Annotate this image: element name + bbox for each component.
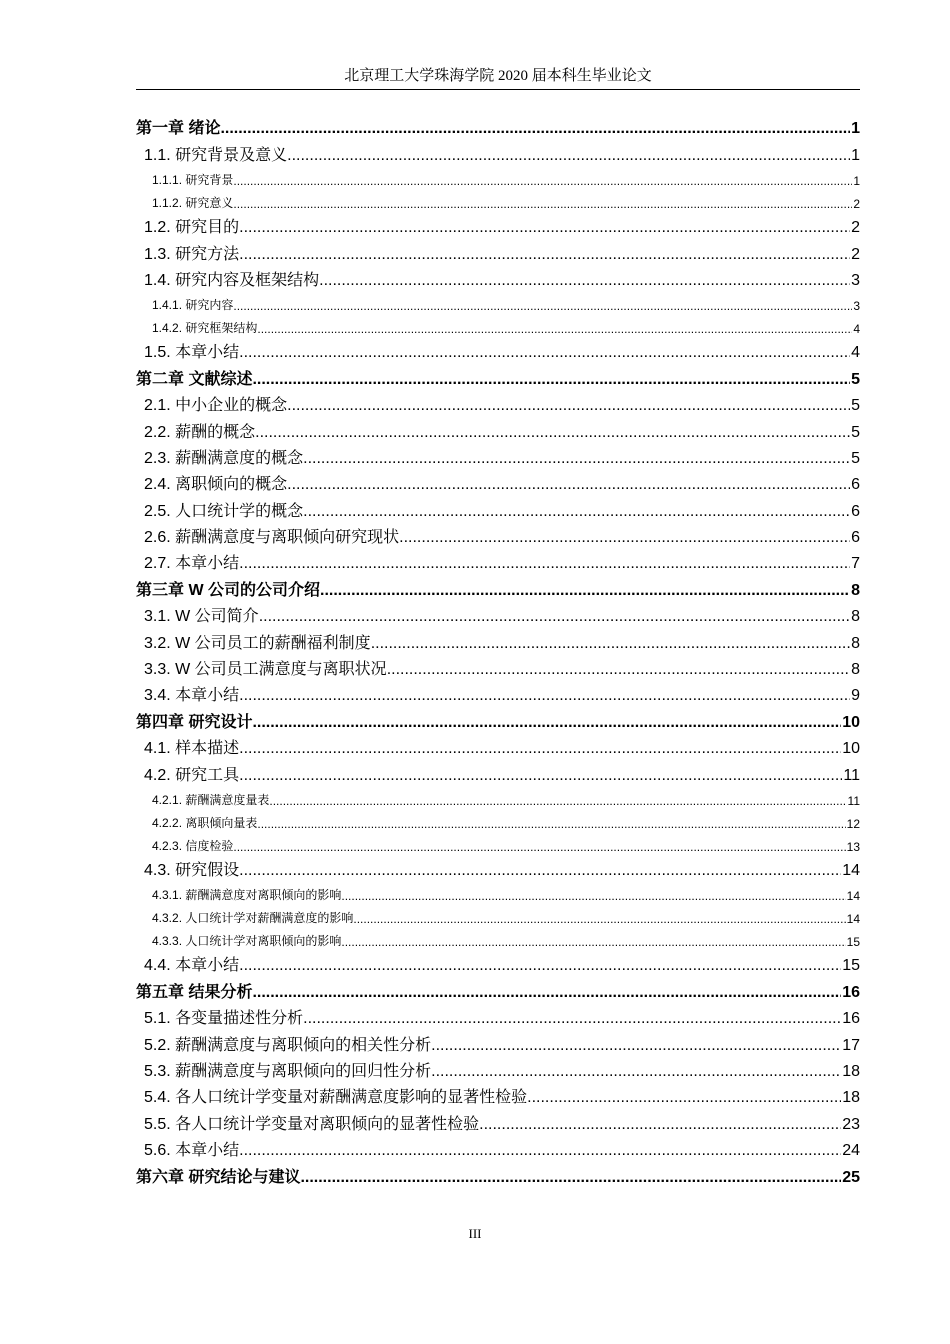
- toc-dot-leader: [257, 321, 852, 336]
- toc-dot-leader: [287, 395, 850, 415]
- toc-page-number: 17: [842, 1036, 860, 1054]
- toc-entry-title: 2.4. 离职倾向的概念: [144, 476, 288, 494]
- toc-page-number: 1: [851, 120, 860, 138]
- toc-page-number: 7: [851, 555, 860, 573]
- toc-page-number: 8: [851, 608, 860, 626]
- toc-dot-leader: [252, 712, 841, 732]
- toc-entry-title: 1.3. 研究方法: [144, 245, 240, 263]
- toc-entry-title: 5.5. 各人口统计学变量对离职倾向的显著性检验: [144, 1115, 480, 1133]
- toc-dot-leader: [239, 685, 850, 705]
- toc-dot-leader: [353, 911, 845, 926]
- toc-page-number: 2: [851, 245, 860, 263]
- toc-entry-title: 4.4. 本章小结: [144, 957, 240, 975]
- toc-chapter-entry[interactable]: [136, 573, 860, 599]
- toc-entry-title: 4.1. 样本描述: [144, 740, 240, 758]
- toc-entry-title: 1.4.2. 研究框架结构: [152, 320, 258, 335]
- toc-entry-title: 1.4. 研究内容及框架结构: [144, 271, 320, 289]
- toc-dot-leader: [287, 474, 850, 494]
- toc-page-number: 15: [842, 957, 860, 975]
- toc-section-entry[interactable]: [136, 1134, 860, 1160]
- toc-section-entry[interactable]: [136, 1028, 860, 1054]
- toc-dot-leader: [239, 765, 842, 785]
- toc-section-entry[interactable]: [136, 949, 860, 975]
- toc-page-number: 12: [846, 816, 860, 831]
- toc-page-number: 15: [846, 934, 860, 949]
- toc-dot-leader: [320, 580, 850, 600]
- toc-section-entry[interactable]: [136, 1002, 860, 1028]
- page-number: III: [468, 1226, 482, 1241]
- toc-section-entry[interactable]: [136, 854, 860, 880]
- toc-entry-title: 第二章 文献综述: [136, 370, 253, 388]
- toc-page-number: 5: [851, 449, 860, 467]
- toc-section-entry[interactable]: [136, 138, 860, 164]
- toc-section-entry[interactable]: [136, 626, 860, 652]
- toc-page-number: 6: [851, 502, 860, 520]
- toc-section-entry[interactable]: [136, 653, 860, 679]
- toc-dot-leader: [300, 1167, 841, 1187]
- toc-entry-title: 1.1. 研究背景及意义: [144, 146, 288, 164]
- toc-page-number: 4: [851, 344, 860, 362]
- toc-section-entry[interactable]: [136, 415, 860, 441]
- toc-dot-leader: [233, 298, 852, 313]
- toc-page-number: 16: [842, 1010, 860, 1028]
- toc-entry-title: 4.2.1. 薪酬满意度量表: [152, 792, 270, 807]
- toc-page-number: 1: [853, 173, 860, 188]
- toc-dot-leader: [387, 659, 850, 679]
- toc-dot-leader: [239, 342, 850, 362]
- toc-subsection-entry[interactable]: [136, 903, 860, 926]
- toc-section-entry[interactable]: [136, 264, 860, 290]
- toc-dot-leader: [239, 217, 850, 237]
- toc-entry-title: 1.1.2. 研究意义: [152, 195, 234, 210]
- toc-chapter-entry[interactable]: [136, 705, 860, 731]
- toc-dot-leader: [252, 369, 850, 389]
- toc-entry-title: 1.2. 研究目的: [144, 219, 240, 237]
- toc-dot-leader: [527, 1087, 841, 1107]
- toc-subsection-entry[interactable]: [136, 880, 860, 903]
- toc-dot-leader: [431, 1061, 841, 1081]
- toc-entry-title: 1.1.1. 研究背景: [152, 172, 234, 187]
- toc-entry-title: 2.6. 薪酬满意度与离职倾向研究现状: [144, 529, 400, 547]
- toc-page-number: 18: [842, 1089, 860, 1107]
- page-header: 北京理工大学珠海学院 2020 届本科生毕业论文: [136, 64, 860, 90]
- toc-entry-title: 4.2.3. 信度检验: [152, 838, 234, 853]
- toc-dot-leader: [233, 839, 845, 854]
- toc-page-number: 23: [842, 1115, 860, 1133]
- toc-page-number: 2: [853, 196, 860, 211]
- toc-page-number: 6: [851, 476, 860, 494]
- toc-dot-leader: [233, 196, 852, 211]
- toc-subsection-entry[interactable]: [136, 785, 860, 808]
- toc-dot-leader: [239, 244, 850, 264]
- toc-entry-title: 3.4. 本章小结: [144, 687, 240, 705]
- toc-dot-leader: [303, 501, 850, 521]
- toc-chapter-entry[interactable]: [136, 1160, 860, 1186]
- toc-chapter-entry[interactable]: [136, 362, 860, 388]
- toc-section-entry[interactable]: [136, 389, 860, 415]
- toc-page-number: 11: [843, 766, 860, 784]
- toc-dot-leader: [239, 1140, 841, 1160]
- toc-page-number: 16: [842, 983, 860, 1001]
- toc-dot-leader: [341, 934, 845, 949]
- toc-page-number: 25: [842, 1168, 860, 1186]
- toc-section-entry[interactable]: [136, 1081, 860, 1107]
- toc-page-number: 2: [851, 219, 860, 237]
- toc-dot-leader: [239, 860, 841, 880]
- toc-section-entry[interactable]: [136, 600, 860, 626]
- toc-dot-leader: [252, 982, 841, 1002]
- toc-page-number: 3: [851, 271, 860, 289]
- toc-page-number: 14: [846, 888, 860, 903]
- toc-dot-leader: [479, 1114, 841, 1134]
- toc-subsection-entry[interactable]: [136, 290, 860, 313]
- toc-dot-leader: [255, 422, 850, 442]
- toc-dot-leader: [239, 955, 841, 975]
- toc-dot-leader: [287, 145, 850, 165]
- toc-page-number: 5: [851, 423, 860, 441]
- toc-entry-title: 4.3.2. 人口统计学对薪酬满意度的影响: [152, 910, 354, 925]
- toc-entry-title: 1.4.1. 研究内容: [152, 297, 234, 312]
- toc-entry-title: 5.3. 薪酬满意度与离职倾向的回归性分析: [144, 1062, 432, 1080]
- toc-entry-title: 第三章 W 公司的公司介绍: [136, 581, 320, 599]
- toc-entry-title: 2.1. 中小企业的概念: [144, 397, 288, 415]
- toc-entry-title: 5.4. 各人口统计学变量对薪酬满意度影响的显著性检验: [144, 1089, 528, 1107]
- toc-entry-title: 第四章 研究设计: [136, 713, 253, 731]
- toc-page-number: 1: [851, 146, 860, 164]
- toc-entry-title: 2.5. 人口统计学的概念: [144, 502, 304, 520]
- toc-dot-leader: [239, 553, 850, 573]
- toc-page-number: 13: [846, 839, 860, 854]
- toc-entry-title: 5.6. 本章小结: [144, 1142, 240, 1160]
- toc-section-entry[interactable]: [136, 494, 860, 520]
- toc-dot-leader: [239, 738, 841, 758]
- toc-dot-leader: [220, 118, 850, 138]
- toc-section-entry[interactable]: [136, 732, 860, 758]
- toc-page-number: 5: [851, 397, 860, 415]
- toc-dot-leader: [431, 1035, 841, 1055]
- toc-page-number: 8: [851, 661, 860, 679]
- toc-entry-title: 1.5. 本章小结: [144, 344, 240, 362]
- toc-subsection-entry[interactable]: [136, 313, 860, 336]
- toc-entry-title: 5.2. 薪酬满意度与离职倾向的相关性分析: [144, 1036, 432, 1054]
- toc-dot-leader: [319, 270, 850, 290]
- toc-entry-title: 4.2.2. 离职倾向量表: [152, 815, 258, 830]
- toc-entry-title: 4.3.3. 人口统计学对离职倾向的影响: [152, 933, 342, 948]
- toc-entry-title: 3.1. W 公司简介: [144, 608, 259, 626]
- toc-subsection-entry[interactable]: [136, 808, 860, 831]
- toc-entry-title: 4.2. 研究工具: [144, 766, 240, 784]
- toc-dot-leader: [399, 527, 850, 547]
- toc-page-number: 11: [847, 793, 860, 808]
- toc-entry-title: 3.3. W 公司员工满意度与离职状况: [144, 661, 387, 679]
- toc-section-entry[interactable]: [136, 442, 860, 468]
- toc-dot-leader: [269, 793, 846, 808]
- toc-section-entry[interactable]: [136, 211, 860, 237]
- toc-dot-leader: [371, 633, 850, 653]
- toc-page-number: 9: [851, 687, 860, 705]
- toc-section-entry[interactable]: [136, 679, 860, 705]
- toc-entry-title: 第五章 结果分析: [136, 983, 253, 1001]
- toc-entry-title: 5.1. 各变量描述性分析: [144, 1010, 304, 1028]
- toc-entry-title: 4.3. 研究假设: [144, 861, 240, 879]
- toc-section-entry[interactable]: [136, 758, 860, 784]
- toc-page-number: 10: [842, 740, 860, 758]
- toc-page-number: 5: [851, 370, 860, 388]
- toc-subsection-entry[interactable]: [136, 926, 860, 949]
- toc-page-number: 4: [853, 321, 860, 336]
- toc-section-entry[interactable]: [136, 1107, 860, 1133]
- toc-dot-leader: [303, 448, 850, 468]
- toc-page-number: 10: [842, 713, 860, 731]
- toc-dot-leader: [259, 606, 850, 626]
- toc-page-number: 8: [851, 581, 860, 599]
- toc-page-number: 14: [842, 861, 860, 879]
- toc-section-entry[interactable]: [136, 547, 860, 573]
- toc-page-number: 24: [842, 1142, 860, 1160]
- toc-entry-title: 第六章 研究结论与建议: [136, 1168, 301, 1186]
- toc-section-entry[interactable]: [136, 237, 860, 263]
- toc-subsection-entry[interactable]: [136, 188, 860, 211]
- toc-entry-title: 3.2. W 公司员工的薪酬福利制度: [144, 634, 371, 652]
- toc-section-entry[interactable]: [136, 468, 860, 494]
- toc-page-number: 6: [851, 529, 860, 547]
- toc-subsection-entry[interactable]: [136, 831, 860, 854]
- toc-section-entry[interactable]: [136, 521, 860, 547]
- toc-dot-leader: [303, 1008, 841, 1028]
- toc-page-number: 3: [853, 298, 860, 313]
- toc-chapter-entry[interactable]: [136, 975, 860, 1001]
- toc-entry-title: 第一章 绪论: [136, 120, 221, 138]
- toc-dot-leader: [257, 816, 845, 831]
- toc-entry-title: 2.2. 薪酬的概念: [144, 423, 256, 441]
- toc-subsection-entry[interactable]: [136, 165, 860, 188]
- toc-section-entry[interactable]: [136, 336, 860, 362]
- toc-entry-title: 2.7. 本章小结: [144, 555, 240, 573]
- toc-dot-leader: [341, 888, 845, 903]
- toc-page-number: 14: [846, 911, 860, 926]
- toc-entry-title: 2.3. 薪酬满意度的概念: [144, 449, 304, 467]
- toc-dot-leader: [233, 173, 852, 188]
- toc-entry-title: 4.3.1. 薪酬满意度对离职倾向的影响: [152, 887, 342, 902]
- toc-chapter-entry[interactable]: [136, 112, 860, 138]
- toc-section-entry[interactable]: [136, 1055, 860, 1081]
- toc-page-number: 18: [842, 1062, 860, 1080]
- table-of-contents: [136, 112, 860, 1187]
- toc-page-number: 8: [851, 634, 860, 652]
